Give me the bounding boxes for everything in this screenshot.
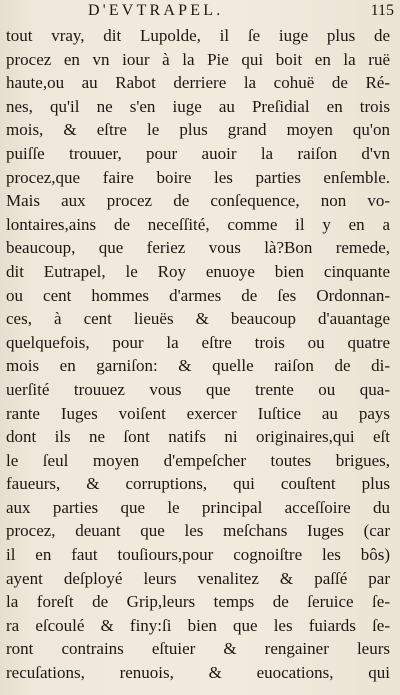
- text-line: puiſſe trouuer, pour auoir la raiſon d'vn: [6, 143, 390, 163]
- text-line: mois, & eſtre le plus grand moyen qu'on: [6, 120, 390, 140]
- text-line: Mais aux procez de conſequence, non vo-: [6, 191, 390, 211]
- text-line: procez, deuant que les meſchans Iuges (car: [6, 521, 390, 541]
- text-line: procez,que faire boire les parties enſemble.: [6, 167, 390, 187]
- page-header: [0, 2, 400, 22]
- text-line: ayent deſployé leurs venalitez & paſſé par: [6, 568, 390, 588]
- text-line: dit Eutrapel, le Roy enuoye bien cinquante: [6, 261, 390, 281]
- body-text: [6, 24, 390, 685]
- page-number: 115: [370, 2, 394, 19]
- text-line: quelquefois, pour la eſtre trois ou quatre: [6, 332, 390, 352]
- text-line: recuſations, renuois, & euocations, qui: [6, 663, 390, 683]
- text-line: ces, à cent lieuës & beaucoup d'auantage: [6, 309, 390, 329]
- text-line: ront contrains eſtuier & rengainer leurs: [6, 639, 390, 659]
- text-line: rante Iuges voiſent exercer Iuſtice au pays: [6, 403, 390, 423]
- text-line: tout vray, dit Lupolde, il ſe iuge plus de: [6, 26, 390, 45]
- text-line: la foreſt de Grip,leurs temps de ſeruice ſe-: [6, 592, 390, 612]
- text-line: uerſité trouuez vous que trente ou qua-: [6, 379, 390, 399]
- running-head: D'EVTRAPEL.: [88, 2, 224, 19]
- text-line: beaucoup, que feriez vous là?Bon remede,: [6, 238, 390, 258]
- text-line: aux parties que le principal acceſſoire du: [6, 497, 390, 517]
- text-line: dont ils ne ſont natifs ni originaires,qui eſt: [6, 427, 390, 447]
- text-line: il en faut touſiours,pour cognoiſtre les bôs): [6, 545, 390, 565]
- text-line: procez en vn iour à la Pie qui boit en la ruë: [6, 49, 390, 69]
- text-line: le ſeul moyen d'empeſcher toutes brigues,: [6, 450, 390, 470]
- text-line: ou cent hommes d'armes de ſes Ordonnan-: [6, 285, 390, 305]
- text-line: lontaires,ains de neceſſité, comme il y en a: [6, 214, 390, 234]
- text-line: nes, qu'il ne s'en iuge au Preſidial en trois: [6, 96, 390, 116]
- text-line: ra eſcoulé & finy:ſi bien que les fuiards ſe-: [6, 615, 390, 635]
- text-line: haute,ou au Rabot derriere la cohuë de Ré-: [6, 73, 390, 93]
- text-line: mois en garniſon: & quelle raiſon de di-: [6, 356, 390, 376]
- text-line: faueurs, & corruptions, qui couſtent plus: [6, 474, 390, 494]
